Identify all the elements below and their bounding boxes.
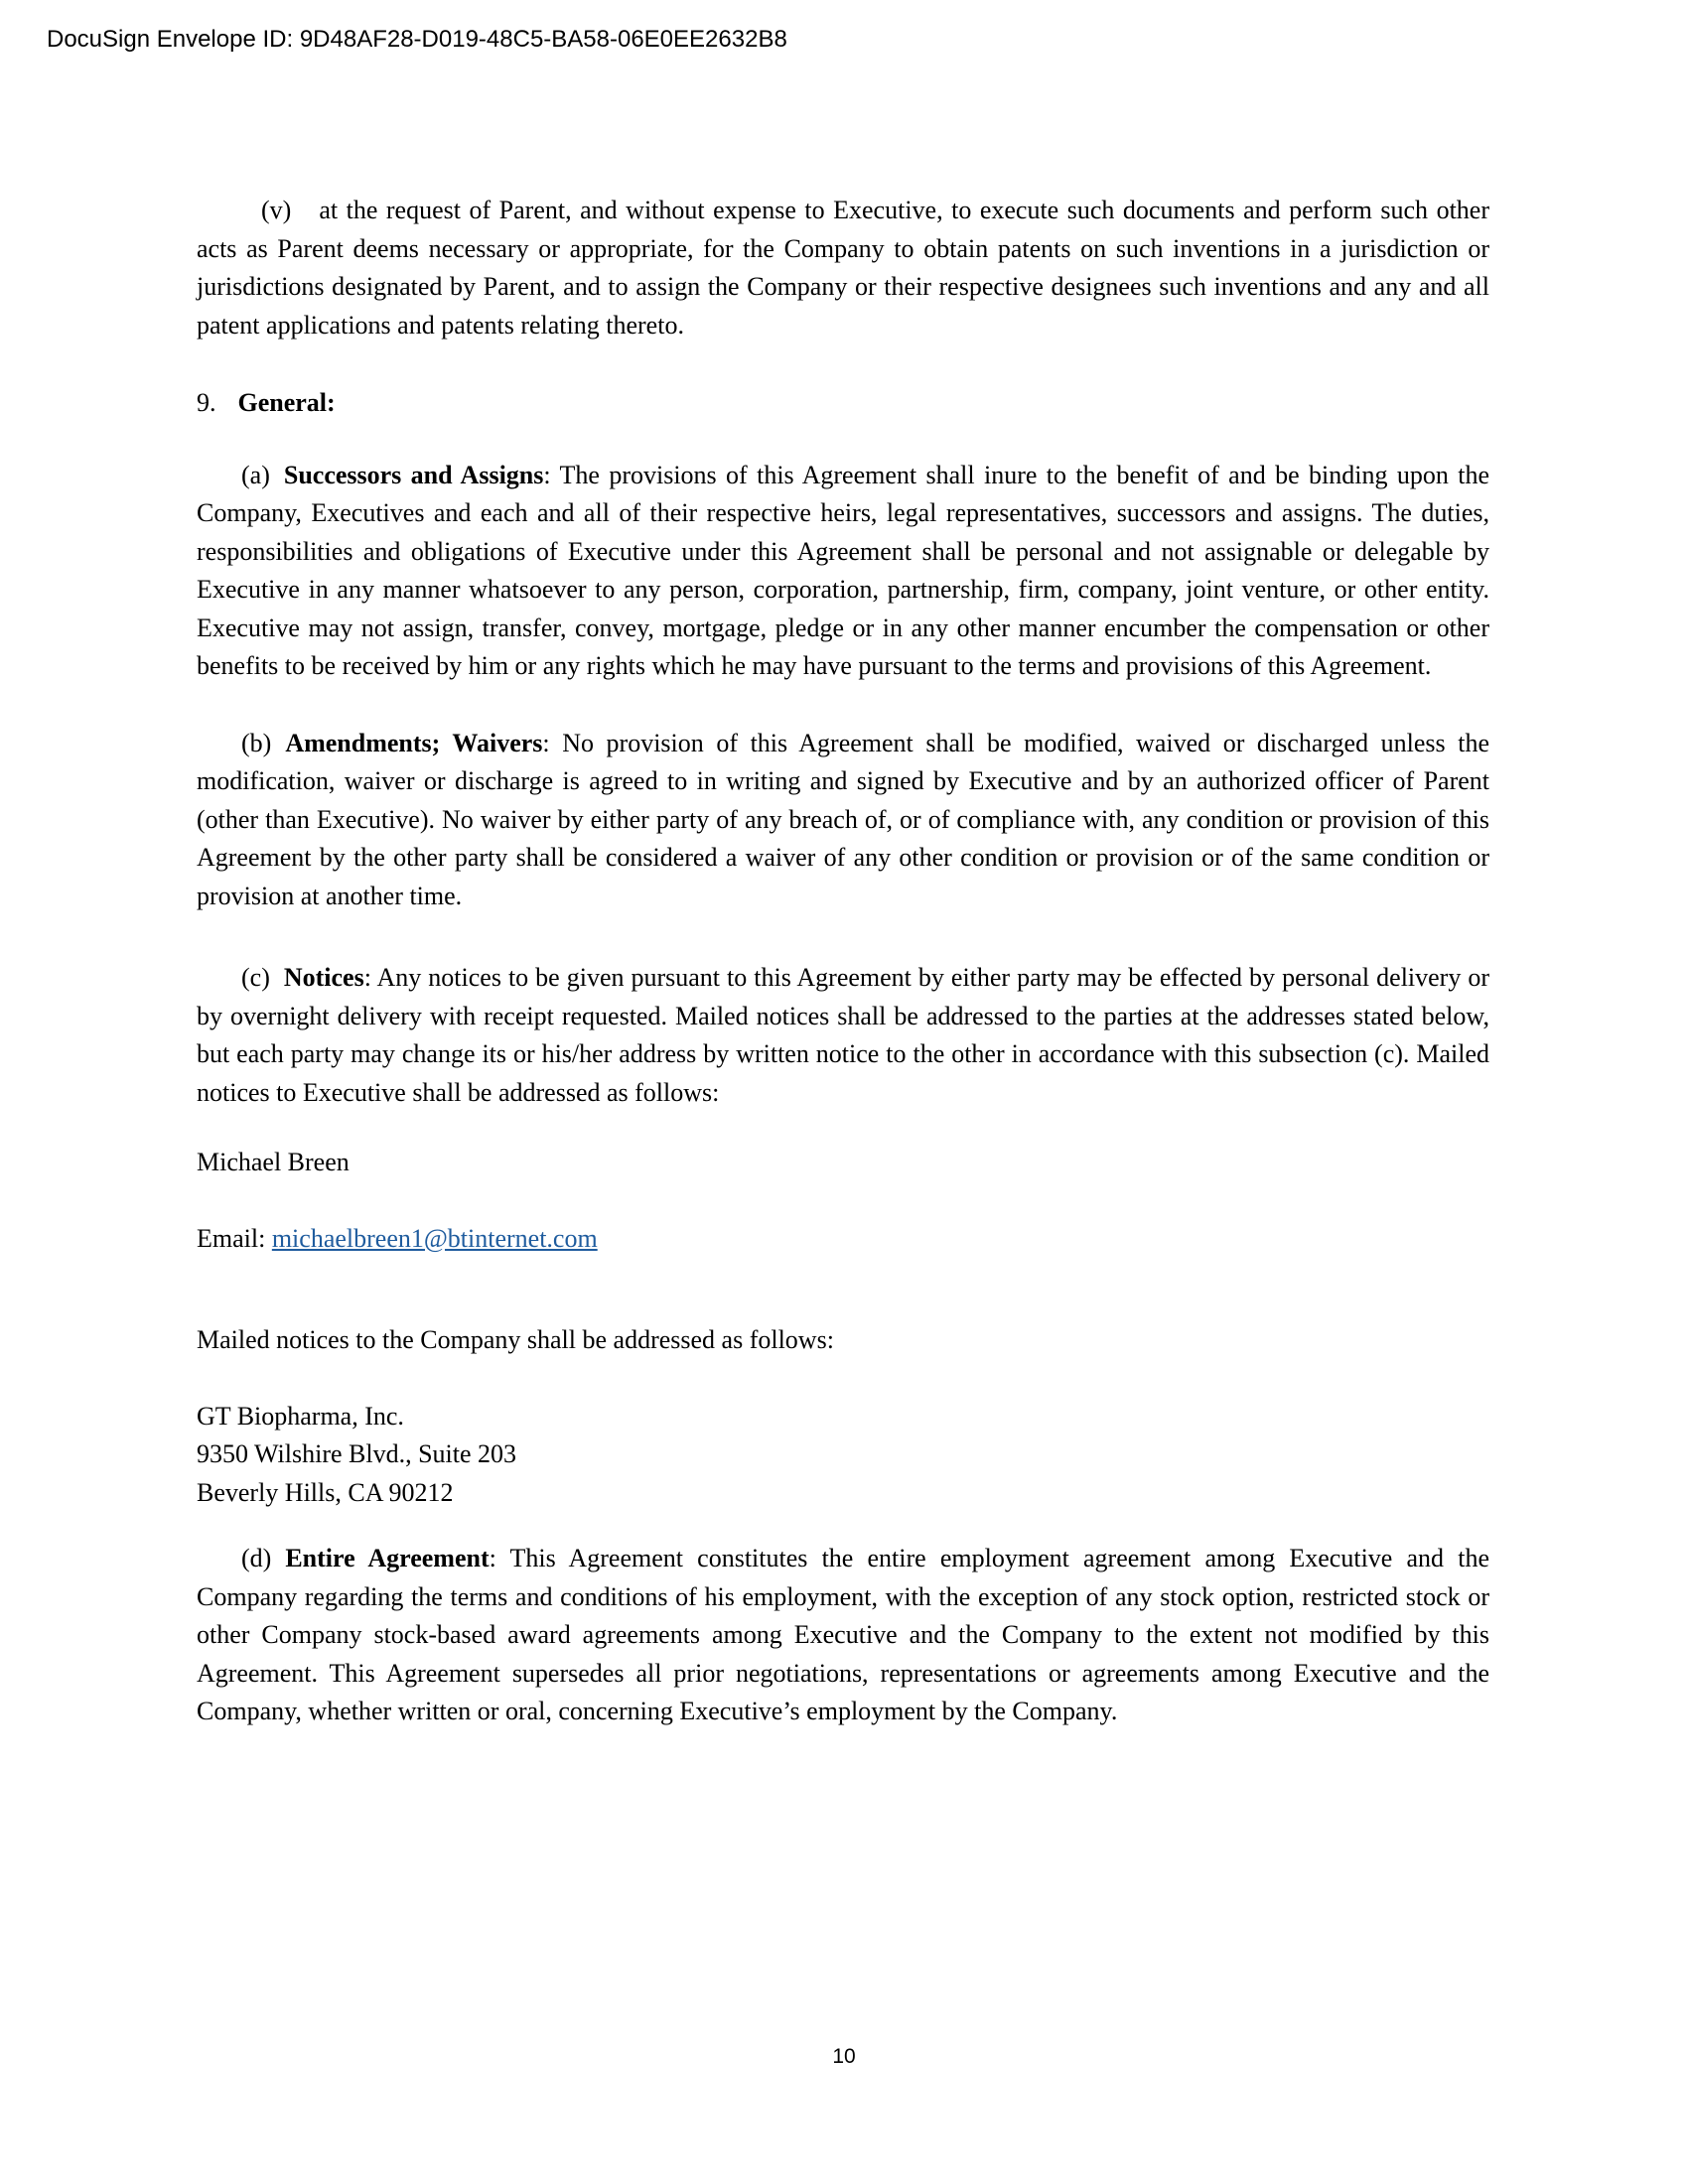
section-title: General: (237, 388, 336, 417)
company-address-line-3: Beverly Hills, CA 90212 (197, 1477, 454, 1507)
email-label: Email: (197, 1223, 272, 1253)
paragraph-b-marker: (b) (241, 728, 272, 757)
paragraph-v-marker: (v) (261, 196, 292, 224)
section-number: 9. (197, 388, 216, 417)
paragraph-v-text: at the request of Parent, and without expense to Executive, to execute such documents and perform such other acts as Parent deems necessary or appropriate, for the Company to obtain patents on such inventions in a jurisdiction or jurisdictions designated by Parent, and to assign the Company or their respective designees such inventions and any and all patent applications and patents relating thereto. (197, 196, 1489, 340)
paragraph-b-title: Amendments; Waivers (285, 728, 543, 757)
paragraph-c-title: Notices (283, 963, 364, 992)
paragraph-d-text: : This Agreement constitutes the entire employment agreement among Executive and the Company regarding the terms and conditions of his employment, with the exception of any stock option, restricted stock or other Company stock-based award agreements among Executive and the Company to the extent not modified by this Agreement. This Agreement supersedes all prior negotiations, representations or agreements among Executive and the Company, whether written or oral, concerning Executive’s employment by the Company. (197, 1544, 1489, 1725)
executive-name: Michael Breen (197, 1148, 350, 1176)
paragraph-a-text: : The provisions of this Agreement shall inure to the benefit of and be binding upon the Company, Executives and each and all of their respective heirs, legal representatives, successors and assigns. The duties, responsibilities and obligations of Executive under this Agreement shall be personal and not assignable or delegable by Executive in any manner whatsoever to any person, corporation, partnership, firm, company, joint venture, or other entity. Executive may not assign, transfer, convey, mortgage, pledge or in any other manner encumber the compensation or other benefits to be received by him or any rights which he may have pursuant to the terms and provisions of this Agreement. (197, 460, 1489, 680)
paragraph-b-text: : No provision of this Agreement shall be modified, waived or discharged unless the modification, waiver or discharge is agreed to in writing and signed by Executive and by an authorized officer of Parent (other than Executive). No waiver by either party of any breach of, or of compliance with, any condition or provision of this Agreement by the other party shall be considered a waiver of any other condition or provision or of the same condition or provision at another time. (197, 728, 1489, 910)
paragraph-b (197, 725, 1489, 916)
paragraph-d-marker: (d) (241, 1544, 272, 1572)
docusign-envelope-id: DocuSign Envelope ID: 9D48AF28-D019-48C5-BA58-06E0EE2632B8 (47, 26, 787, 53)
paragraph-a-marker: (a) (241, 460, 270, 489)
paragraph-d-title: Entire Agreement (285, 1544, 490, 1572)
paragraph-d (197, 1540, 1489, 1731)
paragraph-a (197, 457, 1489, 686)
section-heading (197, 384, 1489, 423)
paragraph-v (197, 192, 1489, 344)
company-address-line-2: 9350 Wilshire Blvd., Suite 203 (197, 1439, 517, 1468)
company-address-line-1: GT Biopharma, Inc. (197, 1401, 404, 1431)
executive-email-line (197, 1220, 1489, 1259)
paragraph-a-title: Successors and Assigns (283, 460, 544, 489)
email-link[interactable]: michaelbreen1@btinternet.com (271, 1223, 598, 1253)
company-notice-intro: Mailed notices to the Company shall be addressed as follows: (197, 1325, 834, 1354)
page-number: 10 (832, 2045, 856, 2068)
paragraph-c-marker: (c) (241, 963, 270, 992)
paragraph-c-text: : Any notices to be given pursuant to this Agreement by either party may be effected by personal delivery or by overnight delivery with receipt requested. Mailed notices shall be addressed to the parties at the addresses stated below, but each party may change its or his/her address by written notice to the other in accordance with this subsection (c). Mailed notices to Executive shall be addressed as follows: (197, 963, 1489, 1107)
paragraph-c (197, 959, 1489, 1112)
